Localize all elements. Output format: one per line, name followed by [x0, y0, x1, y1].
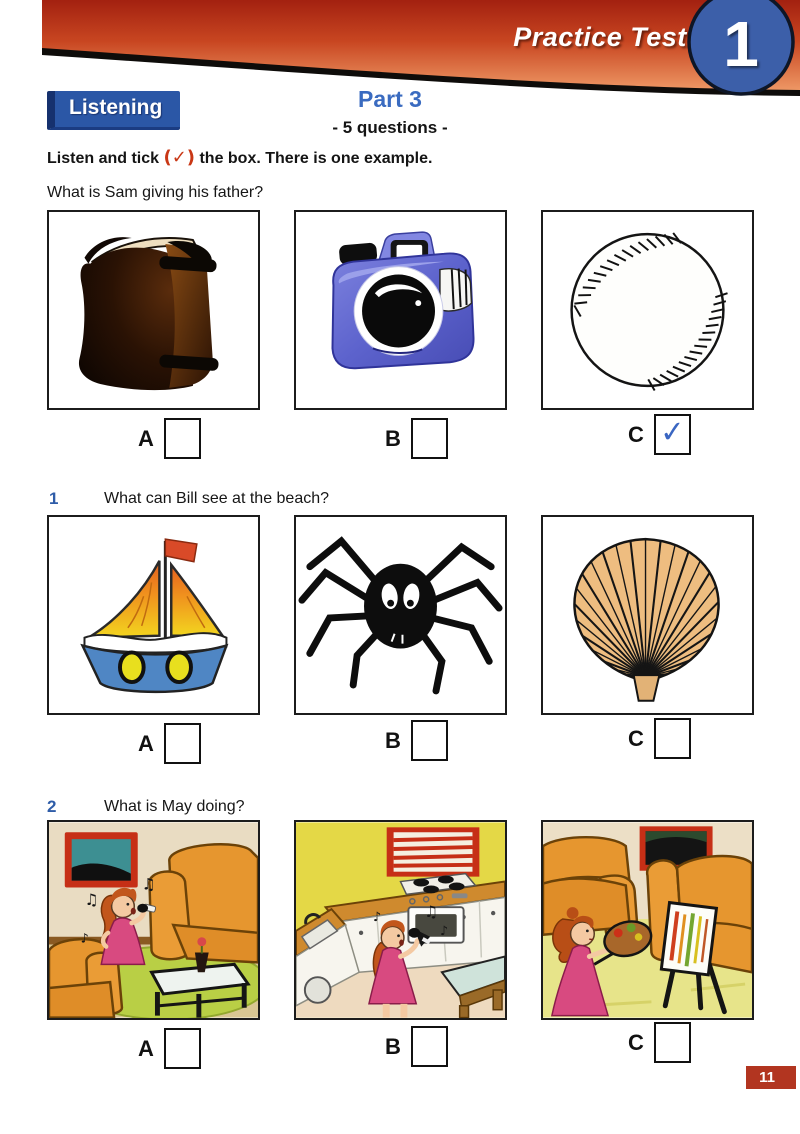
option-letter: B [385, 425, 401, 451]
picture-box [294, 515, 507, 715]
q2-answer-a [138, 1028, 201, 1069]
q1-answer-c [628, 718, 691, 759]
example-answer-b [385, 418, 448, 459]
section-label: Listening [47, 91, 180, 130]
option-letter: B [385, 727, 401, 753]
leather-book-image [49, 212, 258, 408]
questions-count-label: - 5 questions - [332, 118, 448, 137]
picture-box [541, 820, 754, 1020]
q2-answer-b [385, 1026, 448, 1067]
instruction [47, 147, 432, 168]
banner-title: Practice Test [513, 22, 687, 52]
red-tick-icon: (✓) [163, 147, 196, 168]
instruction-prefix: Listen and tick [47, 150, 164, 167]
question-text: What is May doing? [104, 798, 245, 815]
music-note-icon: ♫ [141, 874, 156, 894]
option-letter: A [138, 1035, 154, 1061]
girl-singing-kitchen-image [296, 822, 505, 1018]
example-answer-a [138, 418, 201, 459]
picture-box [294, 820, 507, 1020]
picture-box [47, 820, 260, 1020]
picture-box [47, 515, 260, 715]
example-answer-c [628, 414, 691, 455]
music-note-icon: ♫ [424, 902, 439, 922]
option-letter: C [628, 725, 644, 751]
q2-checkbox-c[interactable] [654, 1022, 691, 1063]
option-letter: C [628, 421, 644, 447]
picture-box [294, 210, 507, 410]
girl-painting-image [543, 822, 752, 1018]
part-title: Part 3 [358, 86, 422, 112]
example-checkbox-c[interactable] [654, 414, 691, 455]
page-number-badge [746, 1066, 796, 1089]
q2-checkbox-b[interactable] [411, 1026, 448, 1067]
page-number: 11 [759, 1069, 775, 1086]
picture-box [541, 210, 754, 410]
example-checkbox-b[interactable] [411, 418, 448, 459]
tick-mark: ✓ [658, 414, 686, 451]
q2-answer-c [628, 1022, 691, 1063]
example-question: What is Sam giving his father? [47, 184, 264, 201]
option-letter: B [385, 1033, 401, 1059]
baseball-image [543, 212, 752, 408]
music-note-icon: ♪ [439, 923, 449, 939]
q1-answer-b [385, 720, 448, 761]
camera-image [296, 212, 505, 408]
picture-box [541, 515, 754, 715]
option-letter: C [628, 1029, 644, 1055]
picture-box [47, 210, 260, 410]
q1-checkbox-b[interactable] [411, 720, 448, 761]
sailboat-image [49, 517, 258, 713]
test-number: 1 [723, 8, 759, 80]
question-text: What can Bill see at the beach? [104, 490, 330, 507]
q2-checkbox-a[interactable] [164, 1028, 201, 1069]
girl-singing-living-room-image [49, 822, 258, 1018]
q1-checkbox-a[interactable] [164, 723, 201, 764]
question-number: 1 [49, 489, 59, 508]
option-letter: A [138, 730, 154, 756]
example-checkbox-a[interactable] [164, 418, 201, 459]
music-note-icon: ♪ [372, 909, 382, 925]
q1-answer-a [138, 723, 201, 764]
q1-checkbox-c[interactable] [654, 718, 691, 759]
option-letter: A [138, 425, 154, 451]
spider-image [296, 517, 505, 713]
music-note-icon: ♫ [84, 890, 99, 910]
question-number: 2 [47, 797, 57, 816]
instruction-suffix: the box. There is one example. [195, 150, 433, 167]
music-note-icon: ♪ [80, 931, 89, 947]
seashell-image [543, 517, 752, 713]
